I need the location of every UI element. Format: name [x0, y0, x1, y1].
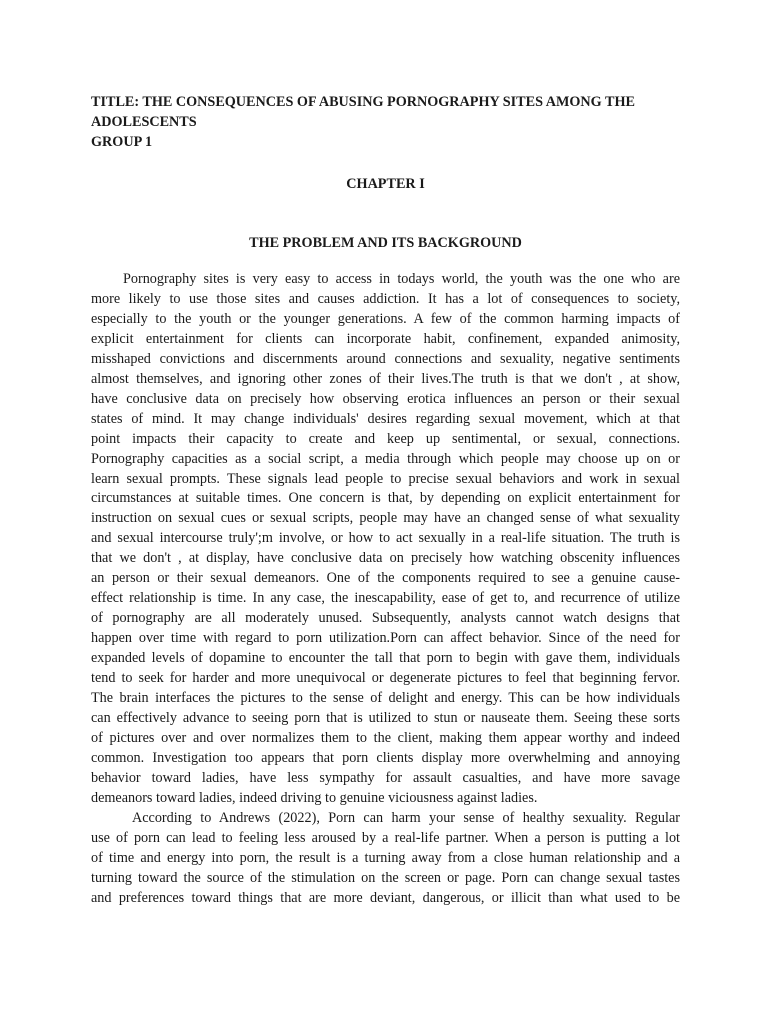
- text-line: circumstances at suitable times. One concern is that, by depending on explicit entertainment for: [91, 490, 680, 507]
- text-line: of pornography are all moderately unused. Subsequently, analysts cannot watch designs that: [91, 610, 680, 627]
- text-line: use of porn can lead to feeling less aroused by a real-life partner. When a person is putting a lot: [91, 829, 680, 846]
- text-line: of time and energy into porn, the result is a turning away from a close human relationship and a: [91, 849, 680, 866]
- text-line: can effectively advance to seeing porn that is utilized to stun or nauseate them. Seeing these sorts: [91, 709, 680, 726]
- body-paragraph-1: [91, 270, 680, 809]
- text-line: tend to seek for harder and more unequivocal or degenerate pictures to feel that beginning fervor.: [91, 670, 680, 687]
- document-title-line-1: TITLE: THE CONSEQUENCES OF ABUSING PORNOGRAPHY SITES AMONG THE: [91, 94, 635, 110]
- text-line: that we don't , at display, have conclusive data on precisely how watching obscenity influences: [91, 550, 680, 567]
- text-line: learn sexual prompts. These signals lead people to precise sexual behaviors and work in sexual: [91, 470, 680, 487]
- text-line: an person or their sexual demeanors. One of the components required to see a genuine cause-: [91, 570, 680, 587]
- text-line: and sexual intercourse truly';m involve, or how to act sexually in a real-life situation. The truth is: [91, 530, 680, 547]
- text-line: demeanors toward ladies, indeed driving to genuine viciousness against ladies.: [91, 789, 538, 806]
- text-line: have conclusive data on precisely how observing erotica influences an person or their sexual: [91, 390, 680, 407]
- text-line: misshaped convictions and discernments around connections and sexuality, negative sentiments: [91, 350, 680, 367]
- text-line: effect relationship is time. In any case, the inescapability, ease of get to, and recurrence of utilize: [91, 590, 680, 607]
- text-line: states of mind. It may change individuals' desires regarding sexual movement, which at that: [91, 410, 680, 427]
- document-title-line-2: ADOLESCENTS: [91, 114, 197, 130]
- text-line: instruction on sexual cues or sexual scripts, people may have an changed sense of what sexuality: [91, 510, 680, 527]
- text-line: more likely to use those sites and causes addiction. It has a lot of consequences to society,: [91, 290, 680, 307]
- group-label: GROUP 1: [91, 134, 153, 150]
- section-heading: THE PROBLEM AND ITS BACKGROUND: [249, 235, 522, 251]
- text-line: happen over time with regard to porn utilization.Porn can affect behavior. Since of the need for: [91, 630, 680, 647]
- text-line: point impacts their capacity to create and keep up sentimental, or sexual, connections.: [91, 430, 680, 447]
- chapter-heading: CHAPTER I: [346, 176, 425, 192]
- text-line: Pornography sites is very easy to access in todays world, the youth was the one who are: [123, 271, 680, 287]
- text-line: The brain interfaces the pictures to the sense of delight and energy. This can be how individuals: [91, 690, 680, 707]
- text-line: turning toward the source of the stimulation on the screen or page. Porn can change sexual tastes: [91, 869, 680, 886]
- body-paragraph-2: [91, 809, 680, 909]
- text-line: explicit entertainment for clients can incorporate habit, confinement, expanded animosity,: [91, 330, 680, 347]
- text-line: especially to the youth or the younger generations. A few of the common harming impacts of: [91, 310, 680, 327]
- text-line: Pornography capacities as a social script, a media through which people may choose up on or: [91, 450, 680, 467]
- text-line: common. Investigation too appears that porn clients display more overwhelming and annoying: [91, 749, 680, 766]
- text-line: almost themselves, and ignoring other zones of their lives.The truth is that we don't , at show,: [91, 370, 680, 387]
- title-block: [91, 92, 680, 152]
- text-line: of pictures over and over normalizes them to the client, making them appear worthy and indeed: [91, 729, 680, 746]
- text-line: According to Andrews (2022), Porn can harm your sense of healthy sexuality. Regular: [132, 809, 680, 826]
- text-line: and preferences toward things that are more deviant, dangerous, or illicit than what used to be: [91, 889, 680, 906]
- text-line: expanded levels of dopamine to encounter the tall that porn to begin with gave them, individuals: [91, 650, 680, 667]
- document-page: [91, 92, 680, 909]
- text-line: behavior toward ladies, have less sympathy for assault casualties, and have more savage: [91, 769, 680, 786]
